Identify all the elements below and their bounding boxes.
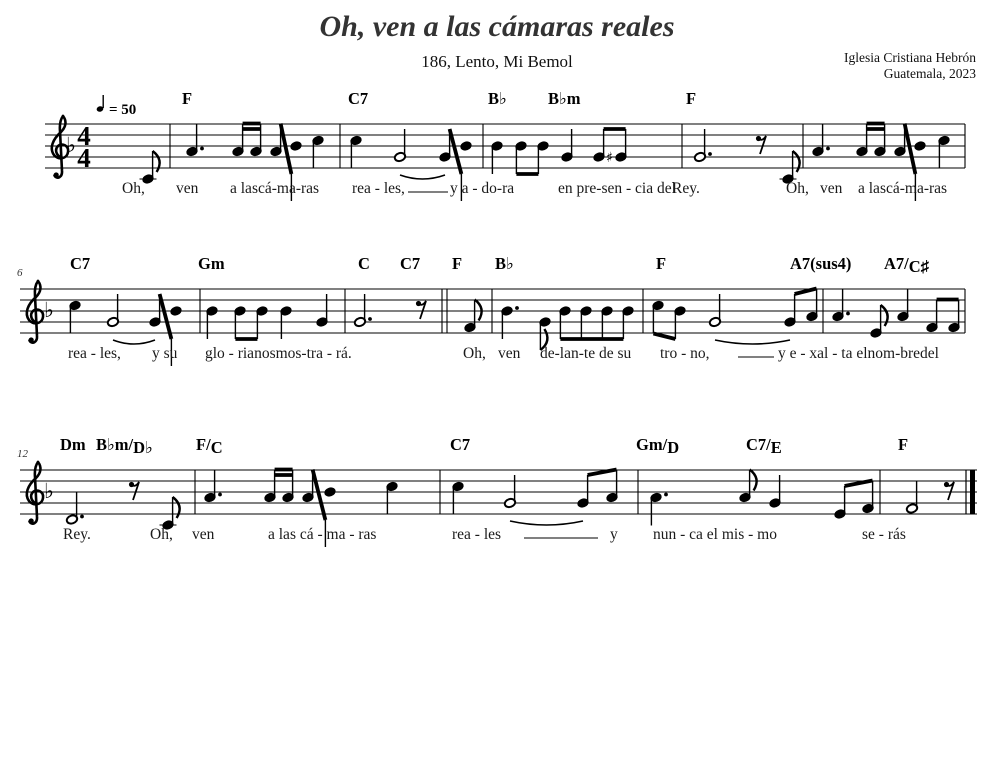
page-subtitle: 186, Lento, Mi Bemol [421, 52, 573, 71]
augmentation-dot [664, 493, 668, 497]
lyric-text: rea - les [452, 526, 502, 543]
chord-label: A7(sus4) [790, 254, 852, 273]
chord-label: F [182, 89, 193, 108]
system-2 [17, 254, 965, 366]
lyric-text: a lascá-ma-ras [858, 180, 948, 197]
accidental-sharp: ♯ [606, 150, 613, 166]
note-head [290, 141, 302, 152]
credit-line-1: Iglesia Cristiana Hebrón [844, 50, 976, 65]
lyric-text: Rey. [63, 526, 91, 543]
time-sig-denominator: 4 [77, 143, 91, 173]
chord-label: B♭ [495, 254, 514, 273]
chord-label: Gm/D [636, 435, 680, 457]
lyric-text: Oh, [150, 526, 173, 543]
lyric-text: ven [176, 180, 199, 197]
chord-label: F [452, 254, 463, 273]
eighth-rest-icon [759, 136, 767, 154]
lyric-text: en pre-sen - cia del [558, 180, 676, 197]
eighth-rest-icon [947, 482, 955, 500]
lyric-text: de-lan-te de su [540, 345, 632, 362]
note-head [324, 487, 336, 498]
augmentation-dot [218, 493, 222, 497]
beam [905, 124, 916, 175]
final-barline [970, 470, 975, 514]
lyric-text: Oh, [463, 345, 486, 362]
lyric-text: a lascá-ma-ras [230, 180, 320, 197]
eighth-flag-icon [475, 300, 482, 321]
chord-label: C [358, 254, 370, 273]
tie-slur [113, 340, 155, 344]
lyric-text: rea - les, [68, 345, 121, 362]
eighth-flag-icon [153, 151, 160, 172]
time-sig-numerator: 4 [77, 121, 91, 151]
page-title: Oh, ven a las cámaras reales [319, 10, 675, 43]
eighth-flag-icon [173, 497, 180, 518]
lyric-text: Oh, [786, 180, 809, 197]
system-3 [17, 435, 977, 547]
key-signature-flat: ♭ [44, 479, 54, 503]
lyric-text: rea - les, [352, 180, 405, 197]
chord-label: C7 [450, 435, 471, 454]
augmentation-dot [200, 147, 204, 151]
lyric-text: se - rás [862, 526, 906, 543]
augmentation-dot [515, 306, 519, 310]
lyric-text: tro - no, [660, 345, 710, 362]
tie-slur [400, 175, 445, 179]
note-head [170, 306, 182, 317]
tempo-text: = 50 [109, 102, 137, 118]
chord-label: C7 [70, 254, 91, 273]
tie-slur [510, 521, 583, 525]
chord-label: Dm [60, 435, 86, 454]
chord-label: C7 [348, 89, 369, 108]
augmentation-dot [368, 317, 372, 321]
augmentation-dot [80, 515, 84, 519]
measure-number: 12 [17, 448, 28, 460]
chord-label: A7/C♯ [884, 254, 929, 276]
beam [313, 470, 326, 521]
chord-label: Gm [198, 254, 225, 273]
lyric-text: ven [498, 345, 521, 362]
lyric-text: y [610, 526, 618, 543]
lyric-text: Oh, [122, 180, 145, 197]
beam [450, 129, 462, 174]
chord-label: C7/E [746, 435, 782, 457]
tie-slur [715, 340, 790, 344]
chord-label: B♭ [488, 89, 507, 108]
eighth-flag-icon [750, 470, 757, 491]
lyric-text: y a - do-ra [450, 180, 515, 197]
measure-number: 6 [17, 267, 23, 279]
eighth-rest-icon [419, 301, 427, 319]
chord-label: B♭m [548, 89, 581, 108]
eighth-flag-icon [793, 151, 800, 172]
note-head [914, 141, 926, 152]
system-1 [45, 89, 965, 201]
lyric-text: nun - ca el mis - mo [653, 526, 777, 543]
key-signature-flat: ♭ [66, 133, 76, 157]
beam [160, 294, 172, 339]
chord-label: F [656, 254, 667, 273]
eighth-flag-icon [881, 305, 888, 326]
chord-label: F [898, 435, 909, 454]
augmentation-dot [708, 152, 712, 156]
lyric-text: Rey. [672, 180, 700, 197]
note-head [460, 141, 472, 152]
beam [653, 334, 675, 340]
beam [281, 124, 292, 175]
chord-label: B♭m/D♭ [96, 435, 153, 457]
chord-label: C7 [400, 254, 421, 273]
lyric-text: ven [192, 526, 215, 543]
augmentation-dot [846, 312, 850, 316]
lyric-text: glo - rianosmos-tra - rá. [205, 345, 352, 362]
chord-label: F [686, 89, 697, 108]
credit-line-2: Guatemala, 2023 [883, 66, 976, 81]
lyric-text: y e - xal - ta elnom-bredel [778, 345, 939, 362]
augmentation-dot [826, 147, 830, 151]
lyric-text: a las cá - ma - ras [268, 526, 377, 543]
key-signature-flat: ♭ [44, 298, 54, 322]
lyric-text: ven [820, 180, 843, 197]
credits-block [844, 50, 976, 82]
eighth-rest-icon [132, 482, 140, 500]
lyric-text: y su [152, 345, 178, 362]
chord-label: F/C [196, 435, 223, 457]
